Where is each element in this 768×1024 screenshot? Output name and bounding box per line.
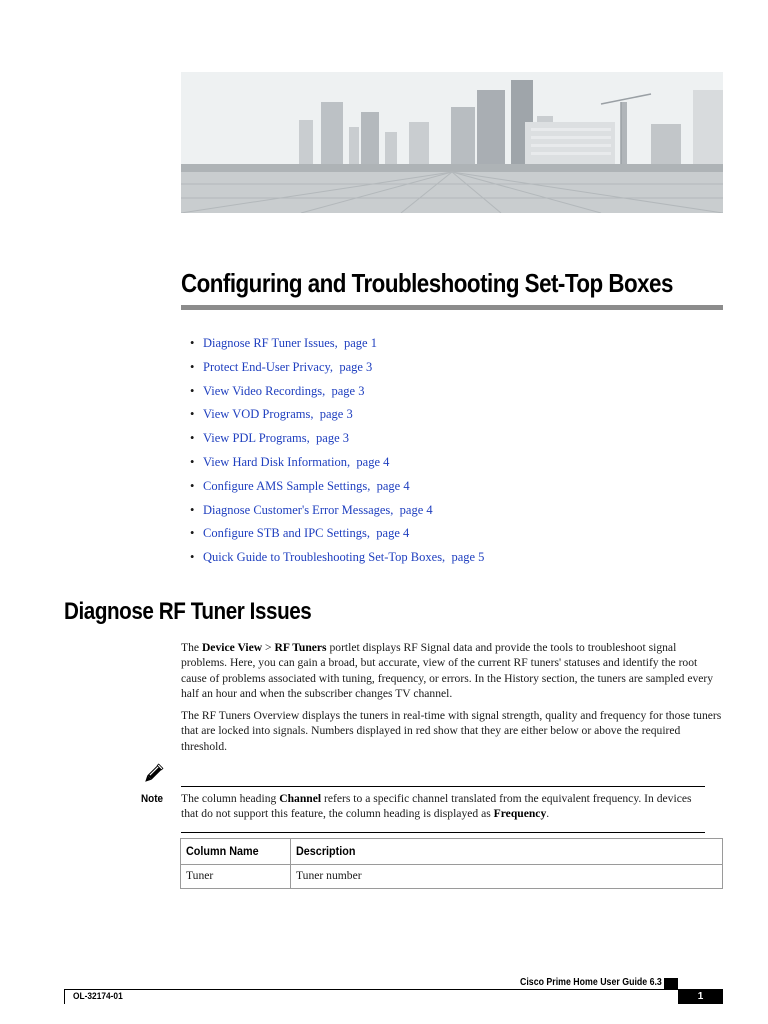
toc-link-diagnose-rf[interactable]: Diagnose RF Tuner Issues, page 1 (203, 336, 377, 350)
paragraph-rf-tuners: The Device View > RF Tuners portlet displays RF Signal data and provide the tools to troubleshoot signal problems. Here, you can gain a broad, but accurate, view of the current RF tuners' statuses and identify the root cause of problems associated with tuning, frequency, or errors. In the History section, the tuners are sampled every half an hour and when the subscriber changes TV channel. (181, 641, 714, 700)
toc-link-quick-guide[interactable]: Quick Guide to Troubleshooting Set-Top Boxes, page 5 (203, 550, 485, 565)
toc-item (190, 384, 484, 408)
footer-doc-id: OL-32174-01 (64, 990, 130, 1004)
bullet: • (190, 526, 195, 541)
footer-guide-title: Cisco Prime Home User Guide 6.3 (520, 977, 662, 988)
table-cell: Tuner (181, 865, 291, 889)
table-header-column-name: Column Name (181, 839, 291, 865)
toc-link-stb-ipc[interactable]: Configure STB and IPC Settings, page 4 (203, 526, 410, 541)
toc-item (190, 336, 484, 360)
note-text: The column heading Channel refers to a specific channel translated from the equivalent frequency. In devices that do not support this feature, the column heading is displayed as Frequency. (181, 792, 692, 821)
bullet: • (190, 454, 195, 469)
toc-item (190, 360, 484, 384)
header-banner-image (181, 72, 723, 213)
bullet: • (190, 550, 195, 565)
chapter-toc (190, 336, 484, 574)
bullet: • (190, 431, 195, 446)
chapter-title: Configuring and Troubleshooting Set-Top Boxes (181, 268, 673, 298)
toc-link-protect-privacy[interactable]: Protect End-User Privacy, page 3 (203, 359, 373, 374)
toc-item (190, 526, 484, 550)
note-rule-bottom (181, 832, 705, 833)
table-cell: Tuner number (291, 865, 723, 889)
bullet: • (190, 336, 195, 350)
footer-page-number: 1 (678, 990, 723, 1004)
table-header-row (181, 839, 723, 865)
bullet: • (190, 383, 195, 398)
toc-item (190, 407, 484, 431)
toc-item (190, 503, 484, 527)
footer-marker (664, 978, 678, 989)
bullet: • (190, 478, 195, 493)
toc-link-pdl-programs[interactable]: View PDL Programs, page 3 (203, 431, 349, 446)
note-rule-top (181, 786, 705, 787)
columns-table (180, 838, 723, 889)
toc-link-video-recordings[interactable]: View Video Recordings, page 3 (203, 383, 365, 398)
toc-link-ams-sample[interactable]: Configure AMS Sample Settings, page 4 (203, 478, 410, 493)
table-row (181, 865, 723, 889)
footer-rule (64, 989, 723, 990)
table-header-description: Description (291, 839, 723, 865)
toc-item (190, 479, 484, 503)
toc-item (190, 455, 484, 479)
toc-link-hard-disk[interactable]: View Hard Disk Information, page 4 (203, 454, 390, 469)
bullet: • (190, 359, 195, 374)
toc-item (190, 550, 484, 574)
toc-item (190, 431, 484, 455)
note-label: Note (141, 793, 164, 805)
title-rule (181, 305, 723, 310)
toc-link-vod-programs[interactable]: View VOD Programs, page 3 (203, 407, 353, 422)
bullet: • (190, 407, 195, 422)
pencil-note-icon (141, 762, 165, 786)
bullet: • (190, 502, 195, 517)
paragraph-rf-overview: The RF Tuners Overview displays the tuners in real-time with signal strength, quality and frequency for those tuners that are locked into signals. Numbers displayed in red show that they are either below or above the required threshold. (181, 709, 722, 753)
toc-link-error-messages[interactable]: Diagnose Customer's Error Messages, page 4 (203, 502, 433, 517)
section-title: Diagnose RF Tuner Issues (64, 598, 312, 625)
